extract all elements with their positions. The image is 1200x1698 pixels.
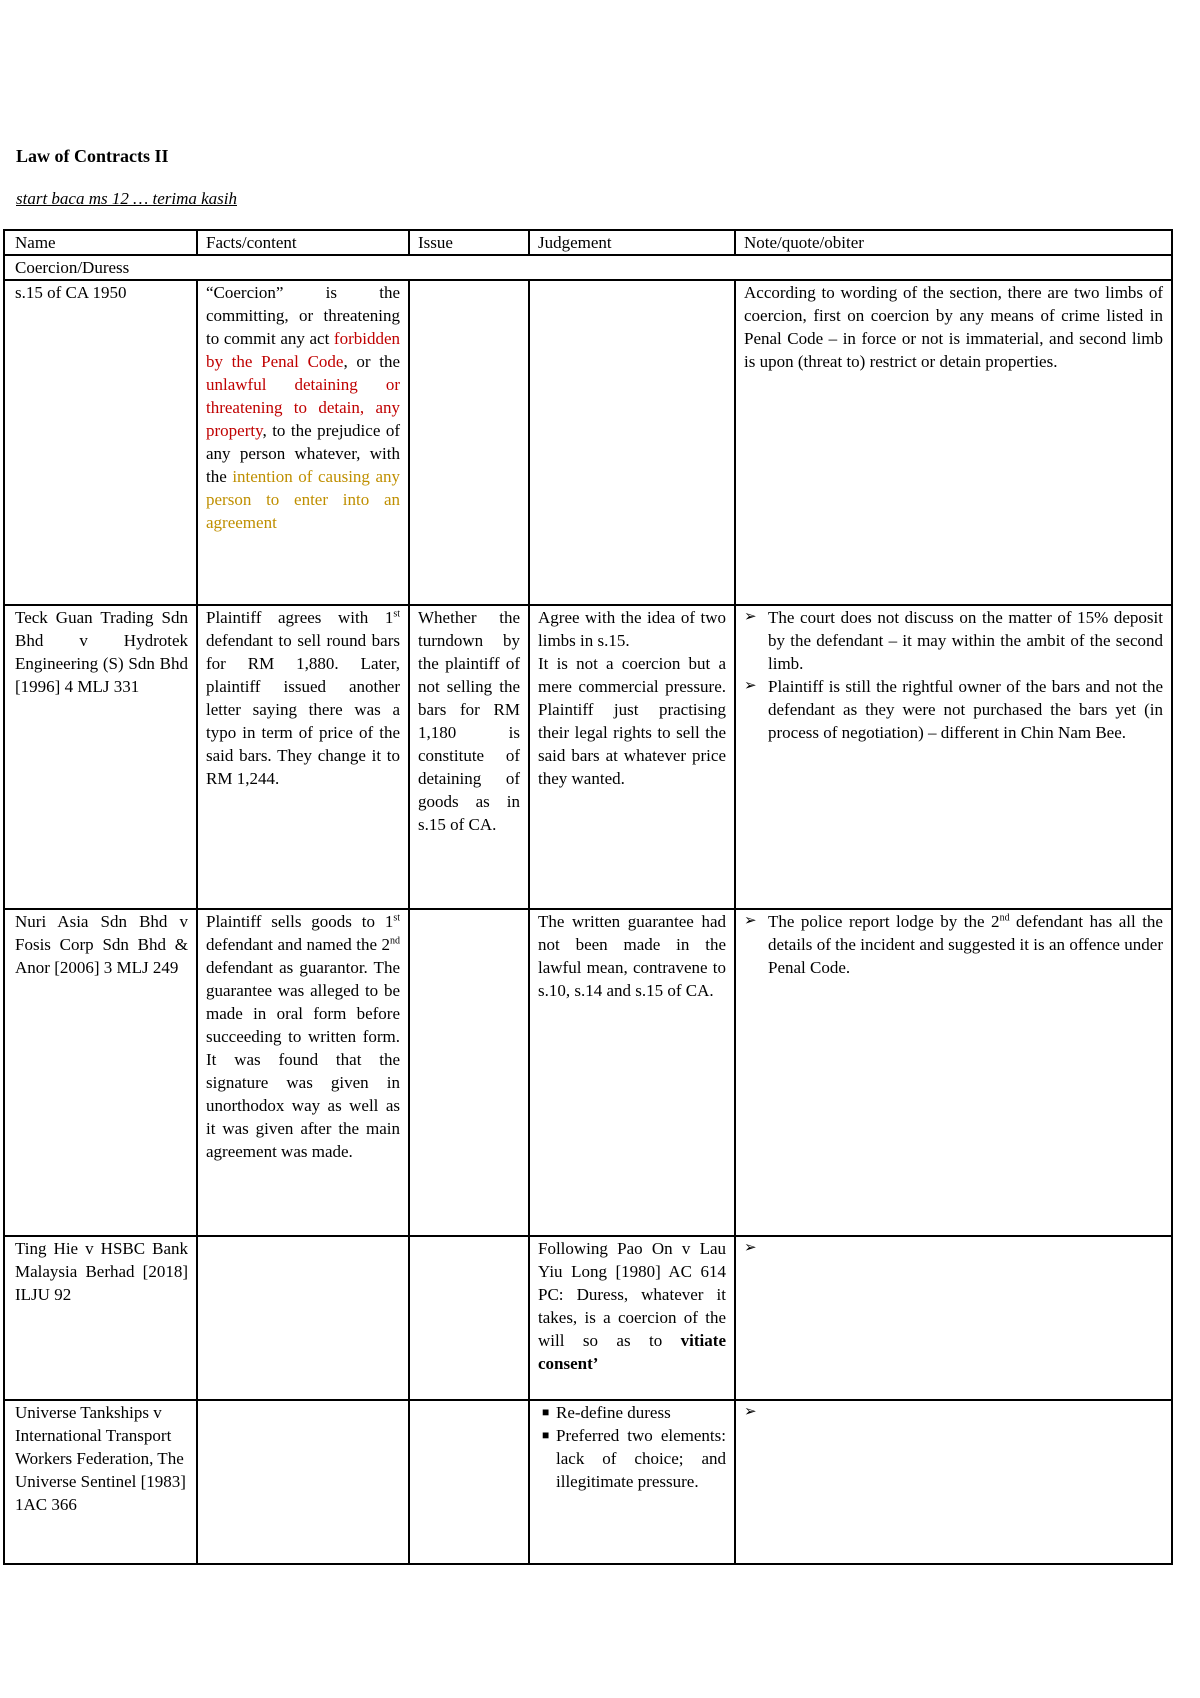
case-issue bbox=[409, 1400, 529, 1564]
judgement-item: ■ Re-define duress bbox=[542, 1403, 671, 1422]
header-judgement: Judgement bbox=[529, 230, 735, 255]
square-bullet-icon: ■ bbox=[542, 1405, 550, 1419]
case-notes-table bbox=[3, 229, 1173, 1565]
case-judgement bbox=[529, 1400, 735, 1564]
case-note bbox=[735, 909, 1172, 1236]
table-row bbox=[4, 605, 1172, 909]
case-issue bbox=[409, 909, 529, 1236]
case-facts bbox=[197, 1236, 409, 1400]
case-name: s.15 of CA 1950 bbox=[4, 280, 197, 605]
arrow-bullet-icon: ➢ bbox=[744, 1404, 757, 1420]
table-header-row bbox=[4, 230, 1172, 255]
judgement-item: ■ Preferred two elements: lack of choice; and illegitimate pressure. bbox=[542, 1426, 726, 1491]
note-item: ➢ The police report lodge by the 2nd defendant has all the details of the incident and suggested it is an offence under Penal Code. bbox=[744, 912, 1163, 977]
highlight-text: intention of causing any person to enter into an agreement bbox=[206, 467, 400, 532]
note-item: ➢ Plaintiff is still the rightful owner of the bars and not the defendant as they were not purchased the bars yet (in process of negotiation) – different in Chin Nam Bee. bbox=[744, 677, 1163, 742]
header-note: Note/quote/obiter bbox=[735, 230, 1172, 255]
case-facts: “Coercion” is the committing, or threatening to commit any act forbidden by the Penal Code, or the unlawful detaining or threatening to detain, any property, to the prejudice of any person whatever, with the intention of causing any person to enter into an agreement bbox=[197, 280, 409, 605]
arrow-bullet-icon: ➢ bbox=[744, 1240, 757, 1256]
case-issue: Whether the turndown by the plaintiff of not selling the bars for RM 1,180 is constitute of detaining of goods as in s.15 of CA. bbox=[409, 605, 529, 909]
case-note bbox=[735, 605, 1172, 909]
case-name: Ting Hie v HSBC Bank Malaysia Berhad [2018] ILJU 92 bbox=[4, 1236, 197, 1400]
highlight-text: unlawful detaining or threatening to detain, any property bbox=[206, 375, 400, 440]
case-name: Nuri Asia Sdn Bhd v Fosis Corp Sdn Bhd & Anor [2006] 3 MLJ 249 bbox=[4, 909, 197, 1236]
case-issue bbox=[409, 280, 529, 605]
square-bullet-icon: ■ bbox=[542, 1428, 550, 1442]
note-item: ➢ The court does not discuss on the matter of 15% deposit by the defendant – it may within the ambit of the second limb. bbox=[744, 608, 1163, 673]
table-row bbox=[4, 909, 1172, 1236]
case-note bbox=[735, 1236, 1172, 1400]
case-judgement bbox=[529, 280, 735, 605]
case-name: Universe Tankships v International Transport Workers Federation, The Universe Sentinel [1983] 1AC 366 bbox=[4, 1400, 197, 1564]
case-note: According to wording of the section, there are two limbs of coercion, first on coercion by any means of crime listed in Penal Code – in force or not is immaterial, and second limb is upon (threat to) restrict or detain properties. bbox=[735, 280, 1172, 605]
case-facts: Plaintiff sells goods to 1st defendant and named the 2nd defendant as guarantor. The guarantee was alleged to be made in oral form before succeeding to written form. It was found that the signature was given in unorthodox way as well as it was given after the main agreement was made. bbox=[197, 909, 409, 1236]
document-title: Law of Contracts II bbox=[16, 146, 169, 166]
table-row bbox=[4, 1236, 1172, 1400]
arrow-bullet-icon: ➢ bbox=[744, 678, 757, 694]
highlight-text: forbidden by the Penal Code bbox=[206, 329, 400, 371]
arrow-bullet-icon: ➢ bbox=[744, 609, 757, 625]
case-judgement: The written guarantee had not been made in the lawful mean, contravene to s.10, s.14 and s.15 of CA. bbox=[529, 909, 735, 1236]
section-title: Coercion/Duress bbox=[4, 255, 1172, 280]
case-judgement: Following Pao On v Lau Yiu Long [1980] AC 614 PC: Duress, whatever it takes, is a coercion of the will so as to vitiate consent’ bbox=[529, 1236, 735, 1400]
header-issue: Issue bbox=[409, 230, 529, 255]
case-facts bbox=[197, 1400, 409, 1564]
case-note bbox=[735, 1400, 1172, 1564]
case-name: Teck Guan Trading Sdn Bhd v Hydrotek Engineering (S) Sdn Bhd [1996] 4 MLJ 331 bbox=[4, 605, 197, 909]
table-row bbox=[4, 1400, 1172, 1564]
arrow-bullet-icon: ➢ bbox=[744, 913, 757, 929]
document-subtitle: start baca ms 12 … terima kasih bbox=[16, 189, 237, 208]
section-row bbox=[4, 255, 1172, 280]
case-issue bbox=[409, 1236, 529, 1400]
table-row bbox=[4, 280, 1172, 605]
case-judgement: Agree with the idea of two limbs in s.15. It is not a coercion but a mere commercial pressure. Plaintiff just practising their legal rights to sell the said bars at whatever price they wanted. bbox=[529, 605, 735, 909]
case-facts: Plaintiff agrees with 1st defendant to sell round bars for RM 1,880. Later, plaintiff issued another letter saying there was a typo in term of price of the said bars. They change it to RM 1,244. bbox=[197, 605, 409, 909]
emphasis-text: vitiate consent bbox=[538, 1331, 726, 1373]
header-facts: Facts/content bbox=[197, 230, 409, 255]
header-name: Name bbox=[4, 230, 197, 255]
